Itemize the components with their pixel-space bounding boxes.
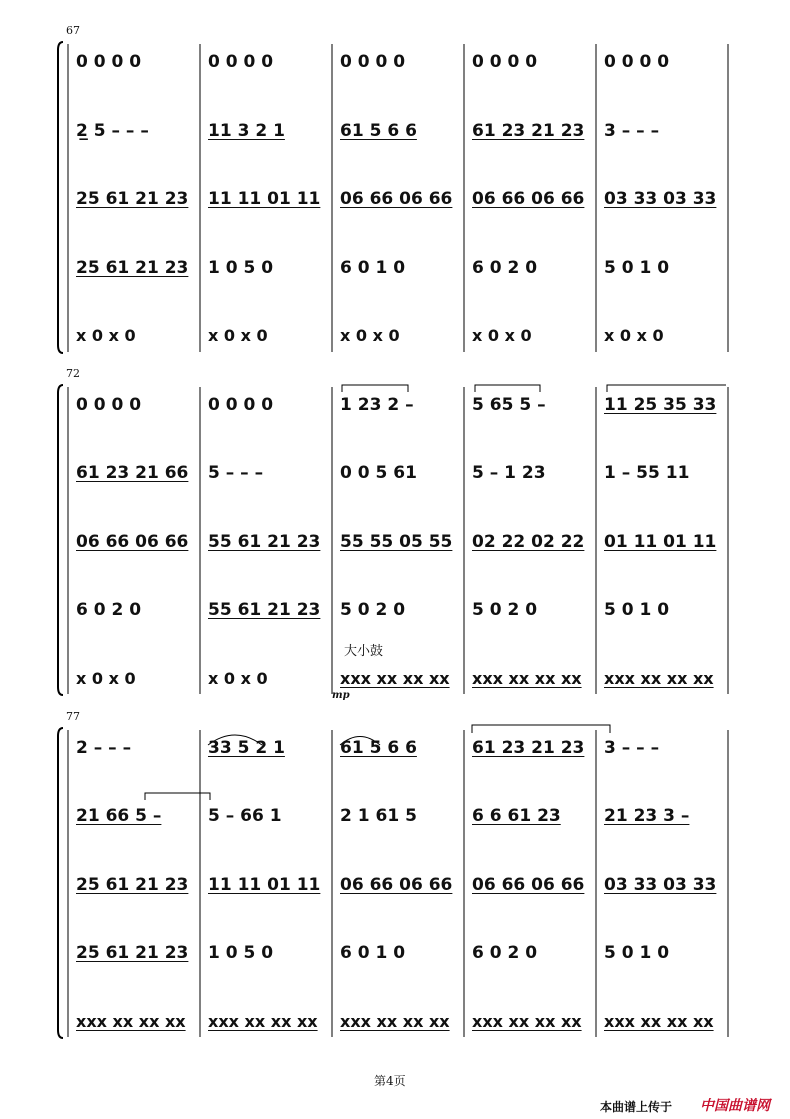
cell: x 0 x 0 <box>76 326 136 345</box>
cell: 1 23 2 – <box>340 395 414 415</box>
cell: 06 66 06 66 <box>76 532 189 552</box>
cell: 6 0 2 0 <box>472 943 538 963</box>
cell: 55 61 21 23 <box>208 600 321 620</box>
cell: xxx xx xx xx <box>472 669 582 688</box>
cell: 0 0 0 0 <box>208 395 274 415</box>
cell: 5 – 66 1 <box>208 806 282 826</box>
cell: xxx xx xx xx <box>604 669 714 688</box>
cell: 3 – – – <box>604 738 660 758</box>
cell: 55 55 05 55 <box>340 532 453 552</box>
cell: 0 0 0 0 <box>604 52 670 72</box>
cell: xxx xx xx xx <box>340 669 450 688</box>
cell: 1 0 5 0 <box>208 258 274 278</box>
cell: 21 66 5 – <box>76 806 162 826</box>
cell: 61 5 6 6 <box>340 121 417 141</box>
cell: 11 11 01 11 <box>208 875 321 895</box>
cell: 33 5 2 1 <box>208 738 285 758</box>
cell: x 0 x 0 <box>208 669 268 688</box>
cell: 5 0 1 0 <box>604 258 670 278</box>
cell: 5 0 2 0 <box>472 600 538 620</box>
cell: 0 0 0 0 <box>208 52 274 72</box>
cell: 61 23 21 23 <box>472 738 585 758</box>
cell: 06 66 06 66 <box>472 875 585 895</box>
cell: 3 – – – <box>604 121 660 141</box>
cell: 0 0 5 61 <box>340 463 417 483</box>
cell: 0 0 0 0 <box>340 52 406 72</box>
cell: 5 0 1 0 <box>604 943 670 963</box>
upload-note: 本曲谱上传于 <box>600 1100 673 1114</box>
measure-number: 67 <box>66 24 80 37</box>
cell: 6 0 1 0 <box>340 943 406 963</box>
dynamic-marking: mp <box>332 690 350 701</box>
cell: 03 33 03 33 <box>604 875 717 895</box>
cell: 2 1 61 5 <box>340 806 417 826</box>
cell: 06 66 06 66 <box>340 875 453 895</box>
cell: xxx xx xx xx <box>472 1012 582 1031</box>
cell: 1 0 5 0 <box>208 943 274 963</box>
page-number: 第4页 <box>374 1074 406 1088</box>
cell: 5 – – – <box>208 463 264 483</box>
cell: 6 0 2 0 <box>76 600 142 620</box>
cell: xxx xx xx xx <box>76 1012 186 1031</box>
cell: 25 61 21 23 <box>76 189 189 209</box>
cell: 0 0 0 0 <box>76 395 142 415</box>
cell: 6 0 1 0 <box>340 258 406 278</box>
cell: 21 23 3 – <box>604 806 690 826</box>
cell: x 0 x 0 <box>604 326 664 345</box>
cell: 5 0 2 0 <box>340 600 406 620</box>
cell: 6 0 2 0 <box>472 258 538 278</box>
cell: 5 – 1 23 <box>472 463 546 483</box>
site-logo[interactable]: 中国曲谱网 <box>700 1098 770 1114</box>
cell: x 0 x 0 <box>472 326 532 345</box>
cell: 61 23 21 23 <box>472 121 585 141</box>
cell: x 0 x 0 <box>76 669 136 688</box>
cell: 2̲ 5 – – – <box>76 121 149 141</box>
cell: 2 – – – <box>76 738 132 758</box>
cell: 11 3 2 1 <box>208 121 285 141</box>
cell: 25 61 21 23 <box>76 258 189 278</box>
cell: 25 61 21 23 <box>76 943 189 963</box>
cell: 6 6 61 23 <box>472 806 561 826</box>
instrument-label: 大小鼓 <box>344 644 384 659</box>
cell: 61 23 21 66 <box>76 463 189 483</box>
cell: 11 11 01 11 <box>208 189 321 209</box>
cell: x 0 x 0 <box>208 326 268 345</box>
cell: 01 11 01 11 <box>604 532 717 552</box>
cell: 55 61 21 23 <box>208 532 321 552</box>
cell: 06 66 06 66 <box>340 189 453 209</box>
cell: xxx xx xx xx <box>604 1012 714 1031</box>
measure-number: 77 <box>66 710 80 723</box>
cell: x 0 x 0 <box>340 326 400 345</box>
cell: 5 0 1 0 <box>604 600 670 620</box>
cell: 61 5 6 6 <box>340 738 417 758</box>
cell: 5 65 5 – <box>472 395 546 415</box>
cell: 02 22 02 22 <box>472 532 585 552</box>
cell: 0 0 0 0 <box>76 52 142 72</box>
cell: 03 33 03 33 <box>604 189 717 209</box>
cell: xxx xx xx xx <box>340 1012 450 1031</box>
cell: xxx xx xx xx <box>208 1012 318 1031</box>
cell: 0 0 0 0 <box>472 52 538 72</box>
cell: 1 – 55 11 <box>604 463 690 483</box>
cell: 11 25 35 33 <box>604 395 717 415</box>
measure-number: 72 <box>66 367 80 380</box>
cell: 06 66 06 66 <box>472 189 585 209</box>
cell: 25 61 21 23 <box>76 875 189 895</box>
